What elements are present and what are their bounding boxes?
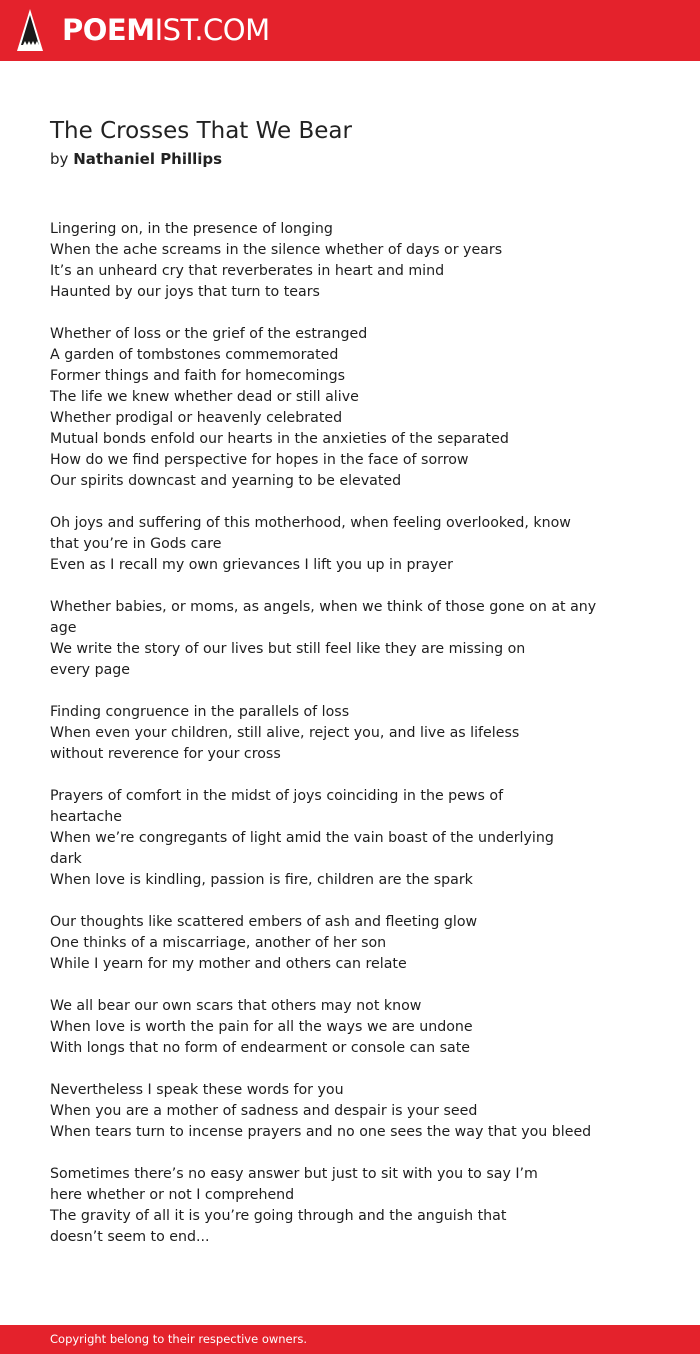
poem-line: One thinks of a miscarriage, another of her son [50, 935, 387, 951]
site-footer [0, 1325, 700, 1354]
poem-line: We all bear our own scars that others may not know [50, 998, 422, 1014]
poem-line: It’s an unheard cry that reverberates in heart and mind [50, 263, 445, 279]
poem-line: How do we find perspective for hopes in the face of sorrow [50, 452, 469, 468]
poem-line: Former things and faith for homecomings [50, 368, 345, 384]
poem-line: The gravity of all it is you’re going through and the anguish that [50, 1208, 507, 1224]
poem-stanza [50, 597, 650, 681]
poem-line: Whether babies, or moms, as angels, when we think of those gone on at any [50, 599, 597, 615]
poem-line: When tears turn to incense prayers and no one sees the way that you bleed [50, 1124, 592, 1140]
logo-bold-text: POEM [62, 13, 155, 47]
poem-line: every page [50, 662, 131, 678]
poem-line: Sometimes there’s no easy answer but just to sit with you to say I’m [50, 1166, 538, 1182]
poem-line: Prayers of comfort in the midst of joys coinciding in the pews of [50, 788, 504, 804]
poem-stanza [50, 324, 650, 492]
poem-body [50, 219, 650, 1269]
poem-title: The Crosses That We Bear [50, 118, 352, 144]
poem-stanza [50, 1164, 650, 1248]
poem-line: When you are a mother of sadness and despair is your seed [50, 1103, 478, 1119]
poem-line: Haunted by our joys that turn to tears [50, 284, 320, 300]
poem-line: Whether prodigal or heavenly celebrated [50, 410, 343, 426]
poem-line: Even as I recall my own grievances I lift you up in prayer [50, 557, 453, 573]
author-name[interactable]: Nathaniel Phillips [73, 150, 223, 168]
poem-line: A garden of tombstones commemorated [50, 347, 339, 363]
pencil-icon[interactable] [17, 9, 43, 51]
poem-line: The life we knew whether dead or still alive [50, 389, 359, 405]
site-header [0, 0, 700, 61]
poem-stanza [50, 786, 650, 891]
poem-line: Whether of loss or the grief of the estranged [50, 326, 368, 342]
poem-stanza [50, 912, 650, 975]
poem-line: When love is kindling, passion is fire, children are the spark [50, 872, 473, 888]
poem-line: While I yearn for my mother and others can relate [50, 956, 407, 972]
poem-line: When we’re congregants of light amid the vain boast of the underlying [50, 830, 554, 846]
poem-stanza [50, 996, 650, 1059]
poem-line: Our spirits downcast and yearning to be elevated [50, 473, 402, 489]
site-logo[interactable] [62, 12, 270, 48]
poem-stanza [50, 219, 650, 303]
poem-line: When love is worth the pain for all the ways we are undone [50, 1019, 473, 1035]
poem-line: Lingering on, in the presence of longing [50, 221, 333, 237]
poem-line: age [50, 620, 77, 636]
poem-line: heartache [50, 809, 123, 825]
poem-stanza [50, 702, 650, 765]
poem-line: We write the story of our lives but still feel like they are missing on [50, 641, 526, 657]
poem-stanza [50, 1080, 650, 1143]
poem-stanza [50, 513, 650, 576]
poem-line: doesn’t seem to end... [50, 1229, 210, 1245]
poem-line: Mutual bonds enfold our hearts in the anxieties of the separated [50, 431, 509, 447]
poem-line: When the ache screams in the silence whether of days or years [50, 242, 503, 258]
poem-line: Nevertheless I speak these words for you [50, 1082, 344, 1098]
poem-line: dark [50, 851, 82, 867]
poem-line: here whether or not I comprehend [50, 1187, 295, 1203]
poem-line: Our thoughts like scattered embers of ash and fleeting glow [50, 914, 478, 930]
logo-light-text: IST.COM [154, 13, 270, 47]
poem-line: that you’re in Gods care [50, 536, 222, 552]
poem-line: Finding congruence in the parallels of loss [50, 704, 350, 720]
byline [50, 148, 222, 170]
poem-line: Oh joys and suffering of this motherhood, when feeling overlooked, know [50, 515, 571, 531]
copyright-text: Copyright belong to their respective owners. [50, 1332, 308, 1346]
by-label: by [50, 150, 69, 168]
poem-line: With longs that no form of endearment or console can sate [50, 1040, 470, 1056]
poem-line: without reverence for your cross [50, 746, 281, 762]
poem-line: When even your children, still alive, reject you, and live as lifeless [50, 725, 520, 741]
